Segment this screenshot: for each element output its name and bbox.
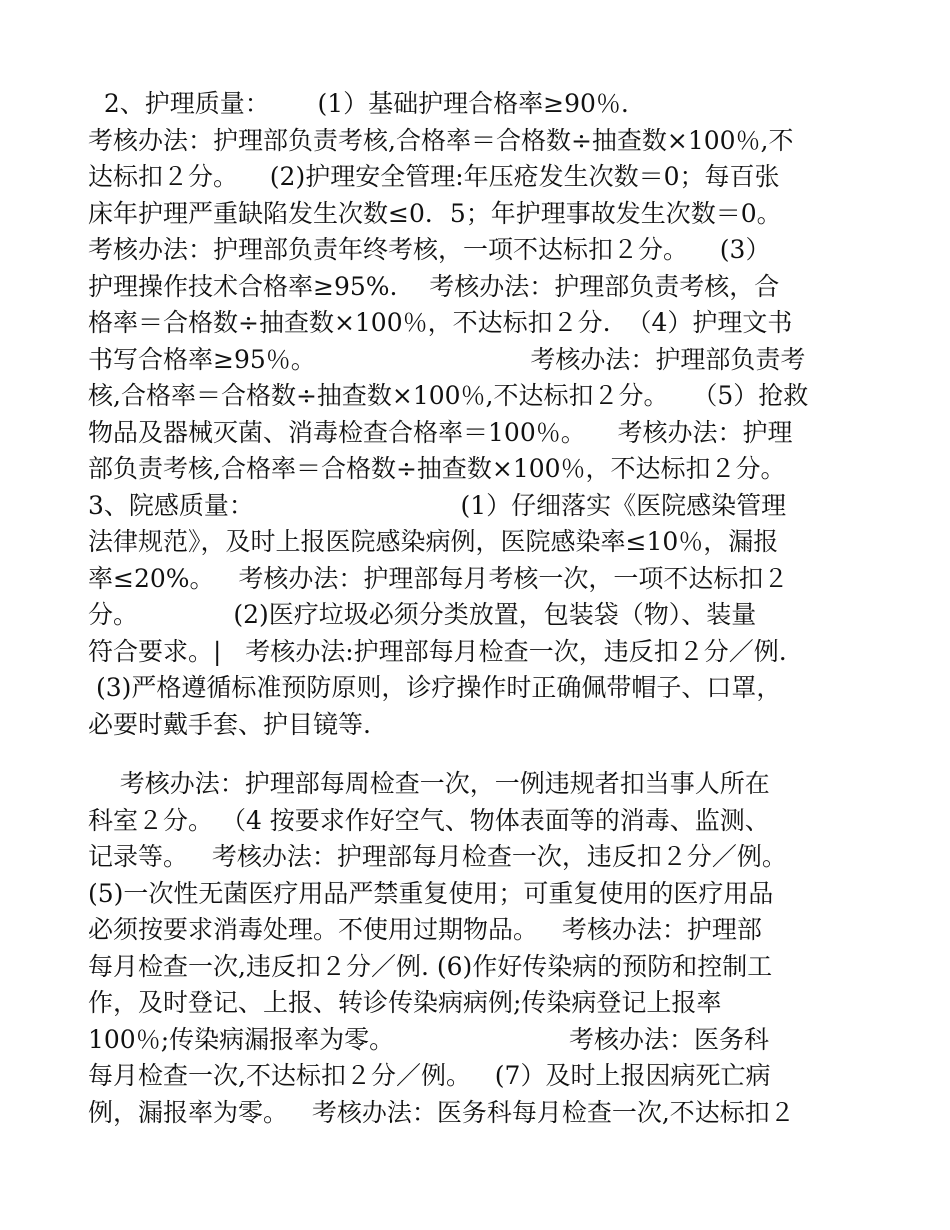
- text-line: 考核办法：护理部负责考核,合格率＝合格数÷抽查数×100％,不: [88, 125, 794, 155]
- text-line: 率≤20%。 考核办法：护理部每月考核一次，一项不达标扣２: [88, 563, 789, 593]
- text-line: 部负责考核,合格率＝合格数÷抽查数×100％，不达标扣２分。: [88, 454, 786, 483]
- text-line: 护理操作技术合格率≥95%. 考核办法：护理部负责考核，合: [88, 271, 780, 301]
- text-line: (3)严格遵循标准预防原则，诊疗操作时正确佩带帽子、口罩，: [88, 673, 782, 702]
- text-line: 床年护理严重缺陷发生次数≤0．5；年护理事故发生次数＝0。: [88, 198, 782, 228]
- text-line: 2、护理质量： (1）基础护理合格率≥90％.: [88, 89, 629, 118]
- text-line: 100％;传染病漏报率为零。 考核办法：医务科: [88, 1024, 769, 1054]
- text-line: 考核办法：护理部负责年终考核，一项不达标扣２分。 (3）: [88, 235, 771, 264]
- text-line: 符合要求。| 考核办法:护理部每月检查一次，违反扣２分／例.: [88, 636, 787, 666]
- text-line: 书写合格率≥95％。 考核办法：护理部负责考: [88, 344, 806, 374]
- text-line: (5)一次性无菌医疗用品严禁重复使用；可重复使用的医疗用品: [88, 878, 774, 908]
- text-line: 科室２分。 （4 按要求作好空气、物体表面等的消毒、监测、: [88, 805, 770, 835]
- text-line: 每月检查一次,违反扣２分／例. (6)作好传染病的预防和控制工: [88, 951, 773, 981]
- text-line: 达标扣２分。 (2)护理安全管理:年压疮发生次数＝0；每百张: [88, 162, 780, 191]
- paragraph-assessment-methods: [88, 766, 868, 1131]
- text-line: 法律规范》，及时上报医院感染病例，医院感染率≤10％，漏报: [88, 527, 779, 556]
- text-line: 必要时戴手套、护目镜等.: [88, 709, 371, 739]
- text-line: 记录等。 考核办法：护理部每月检查一次，违反扣２分／例。: [88, 842, 787, 871]
- text-line: 3、院感质量： (1）仔细落实《医院感染管理: [88, 490, 787, 520]
- paragraph-nursing-and-infection-quality: [88, 86, 868, 743]
- text-line: 格率＝合格数÷抽查数×100％，不达标扣２分. （4）护理文书: [88, 308, 793, 337]
- text-line: 分。 (2)医疗垃圾必须分类放置，包装袋（物）、装量: [88, 600, 757, 629]
- text-line: 物品及器械灭菌、消毒检查合格率＝100％。 考核办法：护理: [88, 417, 793, 447]
- text-line: 核,合格率＝合格数÷抽查数×100％,不达标扣２分。 （5）抢救: [88, 381, 809, 410]
- text-line: 每月检查一次,不达标扣２分／例。 (7）及时上报因病死亡病: [88, 1061, 771, 1090]
- text-line: 例，漏报率为零。 考核办法：医务科每月检查一次,不达标扣２: [88, 1097, 795, 1127]
- text-line: 考核办法：护理部每周检查一次，一例违规者扣当事人所在: [88, 769, 770, 798]
- text-line: 必须按要求消毒处理。不使用过期物品。 考核办法：护理部: [88, 915, 762, 944]
- text-line: 作，及时登记、上报、转诊传染病病例;传染病登记上报率: [88, 988, 722, 1017]
